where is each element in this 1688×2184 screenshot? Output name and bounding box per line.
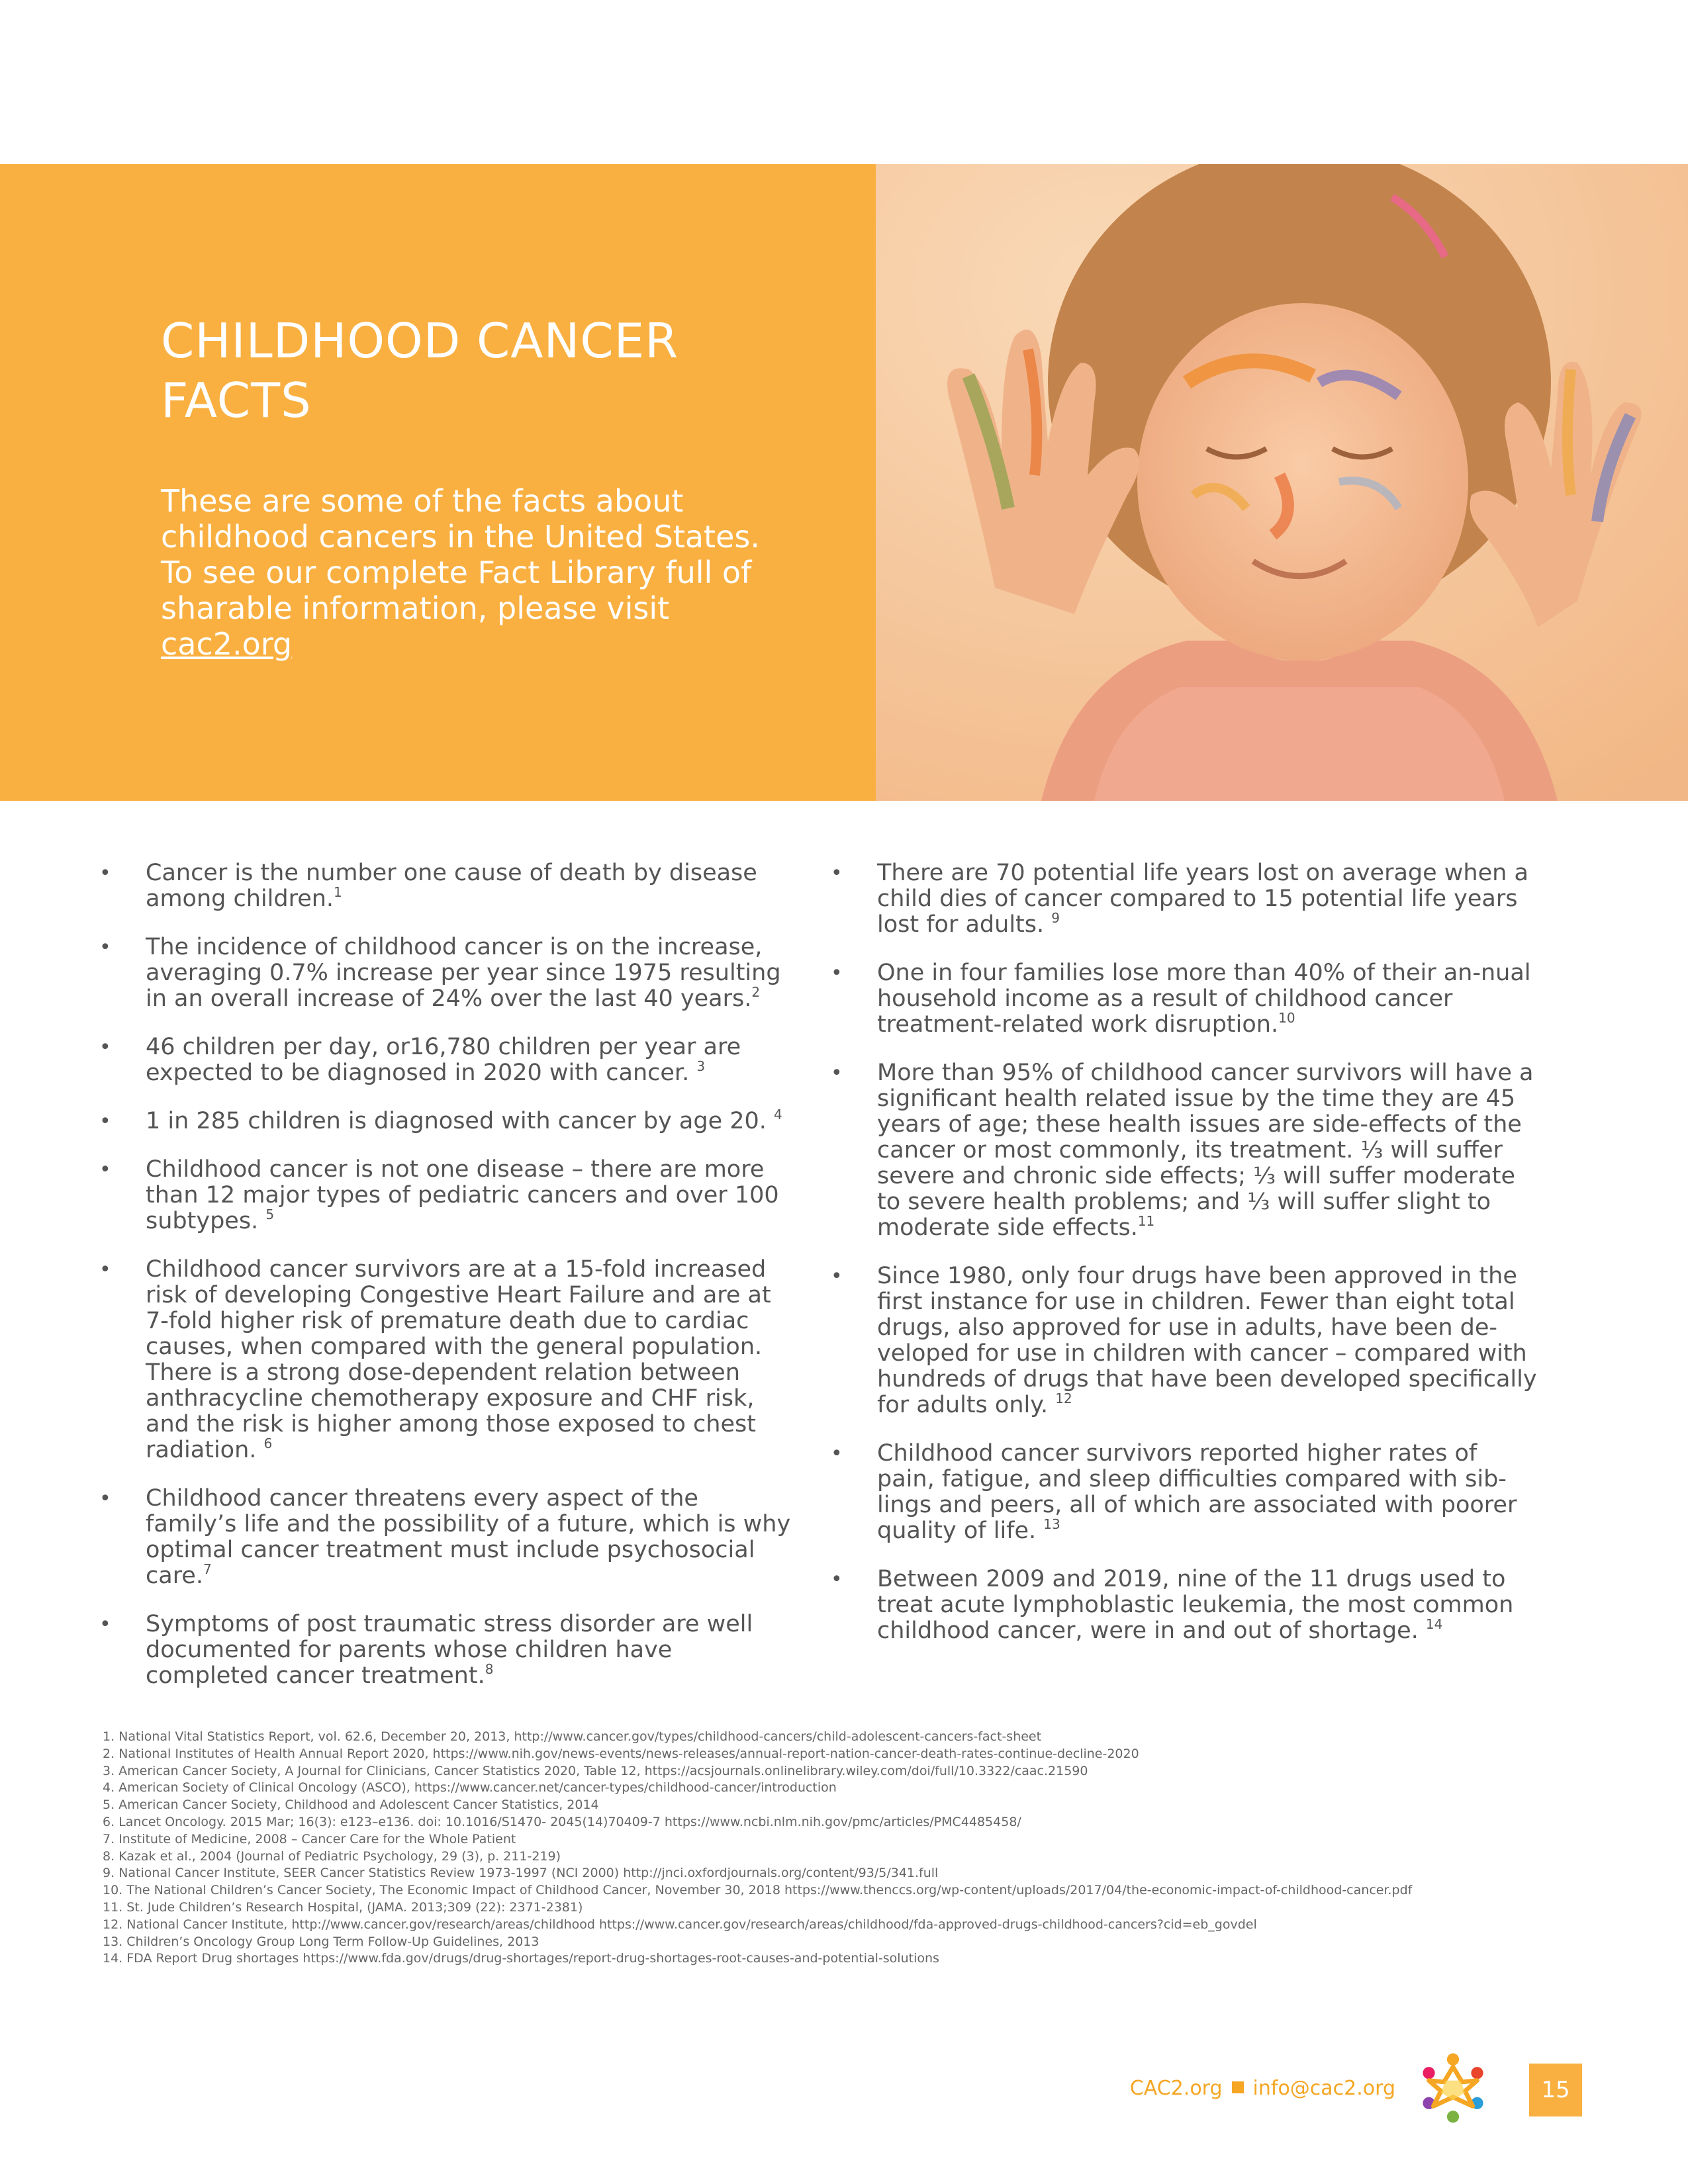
footnote: 9. National Cancer Institute, SEER Cancer Statistics Review 1973-1997 (NCI 2000) http://jnci.oxfordjournals.org/content/93/5/341.full — [103, 1866, 939, 1881]
footnote: 7. Institute of Medicine, 2008 – Cancer Care for the Whole Patient — [103, 1831, 516, 1846]
fact-text: Cancer is the number one cause of death by disease among children. — [146, 860, 757, 912]
footnote-ref: 12 — [1055, 1390, 1072, 1406]
footnote: 11. St. Jude Children’s Research Hospital, (JAMA. 2013;309 (22): 2371-2381) — [103, 1899, 583, 1915]
bullet-icon: • — [99, 1158, 111, 1181]
footnote: 3. American Cancer Society, A Journal for Clinicians, Cancer Statistics 2020, Table 12, https://acsjournals.onlinelibrary.wiley.com/doi/full/10.3322/caac.21590 — [103, 1763, 1088, 1778]
fact-text: Childhood cancer is not one disease – there are more than 12 major types of pediatric cancers and over 100 subtypes. — [146, 1156, 779, 1234]
list-item — [831, 1263, 1539, 1418]
bullet-icon: • — [99, 1613, 111, 1636]
footnote: 14. FDA Report Drug shortages https://www.fda.gov/drugs/drug-shortages/report-drug-shortages-root-causes-and-potential-solutions — [103, 1951, 939, 1966]
footnote: 1. National Vital Statistics Report, vol. 62.6, December 20, 2013, http://www.cancer.gov/types/childhood-cancers/child-adolescent-cancers-fact-sheet — [103, 1729, 1042, 1744]
footnote-ref: 8 — [485, 1661, 494, 1677]
hero-photo — [876, 164, 1688, 801]
footnote: 12. National Cancer Institute, http://www.cancer.gov/research/areas/childhood https://www.cancer.gov/research/areas/childhood/fda-approved-drugs-childhood-cancers?cid=eb_govdel — [103, 1917, 1257, 1932]
list-item — [99, 1034, 794, 1086]
bullet-icon: • — [99, 1487, 111, 1510]
bullet-icon: • — [831, 862, 843, 885]
footnote-ref: 6 — [263, 1435, 273, 1451]
title-line-2: FACTS — [161, 373, 312, 428]
fact-text: More than 95% of childhood cancer survivors will have a significant health related issue by the time they are 45 years of age; these health issues are side-effects of the cancer or most commonly, its treatment. ⅓ will suffer severe and chronic side effects; ⅓ will suffer moderate to severe health problems; and ⅓ will suffer slight to moderate side effects. — [877, 1060, 1534, 1241]
footnote-ref: 10 — [1278, 1010, 1295, 1026]
footnote: 2. National Institutes of Health Annual Report 2020, https://www.nih.gov/news-events/news-releases/annual-report-nation-cancer-death-rates-continue-decline-2020 — [103, 1746, 1139, 1761]
page-title — [161, 311, 823, 430]
bullet-icon: • — [831, 1062, 843, 1085]
fact-text: One in four families lose more than 40% of their an-nual household income as a result of childhood cancer treatment-related work disruption. — [877, 960, 1531, 1038]
footnote-ref: 9 — [1051, 910, 1060, 926]
footnote: 8. Kazak et al., 2004 (Journal of Pediatric Psychology, 29 (3), p. 211-219) — [103, 1848, 561, 1864]
bullet-icon: • — [831, 962, 843, 985]
footnote-ref: 7 — [203, 1561, 212, 1577]
footnote-ref: 13 — [1043, 1516, 1060, 1532]
fact-text: Childhood cancer survivors are at a 15-fold increased risk of developing Congestive Heart Failure and are at 7-fold higher risk of premature death due to cardiac causes, when compared with the general population. There is a strong dose-dependent relation between anthracycline chemotherapy exposure and CHF risk, and the risk is higher among those exposed to chest radiation. — [146, 1256, 771, 1463]
bullet-icon: • — [831, 1568, 843, 1591]
bullet-icon: • — [831, 1265, 843, 1288]
fact-text: 46 children per day, or16,780 children per year are expected to be diagnosed in 2020 with cancer. — [146, 1034, 741, 1086]
page-number-badge: 15 — [1529, 2064, 1582, 2116]
list-item — [99, 860, 794, 912]
people-circle-logo-icon — [1415, 2050, 1491, 2126]
footnote-ref: 2 — [751, 984, 761, 1000]
bullet-icon: • — [99, 936, 111, 959]
footnote: 6. Lancet Oncology. 2015 Mar; 16(3): e123–e136. doi: 10.1016/S1470- 2045(14)70409-7 https://www.ncbi.nlm.nih.gov/pmc/articles/PMC4485458/ — [103, 1814, 1021, 1829]
list-item — [831, 1060, 1539, 1241]
fact-text: Since 1980, only four drugs have been approved in the first instance for use in children. Fewer than eight total drugs, also approved for use in adults, have been de-veloped for use in children with cancer – compared with hundreds of drugs that have been developed specifically for adults only. — [877, 1263, 1537, 1418]
footnote-ref: 11 — [1137, 1213, 1155, 1229]
footnote: 4. American Society of Clinical Oncology (ASCO), https://www.cancer.net/cancer-types/childhood-cancer/introduction — [103, 1780, 837, 1796]
fact-text: Between 2009 and 2019, nine of the 11 drugs used to treat acute lymphoblastic leukemia, the most common childhood cancer, were in and out of shortage. — [877, 1566, 1514, 1644]
footnote: 5. American Cancer Society, Childhood and Adolescent Cancer Statistics, 2014 — [103, 1797, 599, 1813]
footnote-ref: 5 — [265, 1206, 275, 1222]
fact-text: Childhood cancer threatens every aspect of the family’s life and the possibility of a future, which is why optimal cancer treatment must include psychosocial care. — [146, 1485, 791, 1589]
intro-line: To see our complete Fact Library full of — [161, 555, 752, 590]
title-line-1: CHILDHOOD CANCER — [161, 313, 679, 369]
fact-text: There are 70 potential life years lost on average when a child dies of cancer compared to 15 potential life years lost for adults. — [877, 860, 1528, 938]
footnote: 13. Children’s Oncology Group Long Term Follow-Up Guidelines, 2013 — [103, 1934, 539, 1949]
facts-list-right — [831, 860, 1539, 1666]
footnote-ref: 3 — [696, 1058, 706, 1074]
fact-text: 1 in 285 children is diagnosed with cancer by age 20. — [146, 1108, 767, 1134]
intro-line: childhood cancers in the United States. — [161, 519, 760, 555]
footnote: 10. The National Children’s Cancer Society, The Economic Impact of Childhood Cancer, November 30, 2018 https://www.thenccs.org/wp-content/uploads/2017/04/the-economic-impact-of-childhood-cancer.pdf — [103, 1883, 1413, 1898]
footnote-ref: 4 — [774, 1107, 782, 1122]
fact-text: The incidence of childhood cancer is on the increase, averaging 0.7% increase per year since 1975 resulting in an overall increase of 24% over the last 40 years. — [146, 934, 781, 1012]
bullet-icon: • — [99, 862, 111, 885]
list-item — [99, 1109, 794, 1134]
list-item — [99, 1257, 794, 1463]
hero-intro — [161, 483, 823, 662]
footer-email-link[interactable]: info@cac2.org — [1252, 2077, 1395, 2100]
separator-square — [1232, 2081, 1244, 2093]
list-item — [99, 1486, 794, 1589]
bullet-icon: • — [99, 1036, 111, 1059]
footnote-ref: 1 — [334, 884, 342, 900]
fact-text: Symptoms of post traumatic stress disorder are well documented for parents whose children have completed cancer treatment. — [146, 1611, 753, 1689]
list-item — [831, 860, 1539, 938]
list-item — [99, 1612, 794, 1689]
list-item — [831, 1441, 1539, 1544]
hero-panel — [0, 164, 876, 801]
fact-text: Childhood cancer survivors reported higher rates of pain, fatigue, and sleep difficulties compared with sib-lings and peers, all of which are associated with poorer quality of life. — [877, 1440, 1517, 1544]
intro-line: sharable information, please visit — [161, 590, 670, 626]
footnote-ref: 14 — [1425, 1616, 1443, 1632]
bullet-icon: • — [831, 1442, 843, 1465]
intro-line: These are some of the facts about — [161, 483, 684, 519]
bullet-icon: • — [99, 1110, 111, 1133]
footer-contact — [1130, 2077, 1395, 2100]
list-item — [99, 934, 794, 1012]
child-photo-image — [876, 164, 1688, 801]
bullet-icon: • — [99, 1258, 111, 1281]
list-item — [831, 960, 1539, 1038]
footnotes — [103, 1729, 1592, 1968]
cac2-link[interactable]: cac2.org — [161, 626, 293, 662]
footer-site-link[interactable]: CAC2.org — [1129, 2077, 1223, 2100]
logo-figures — [1423, 2054, 1483, 2123]
list-item — [99, 1157, 794, 1234]
list-item — [831, 1567, 1539, 1644]
facts-list-left — [99, 860, 794, 1711]
